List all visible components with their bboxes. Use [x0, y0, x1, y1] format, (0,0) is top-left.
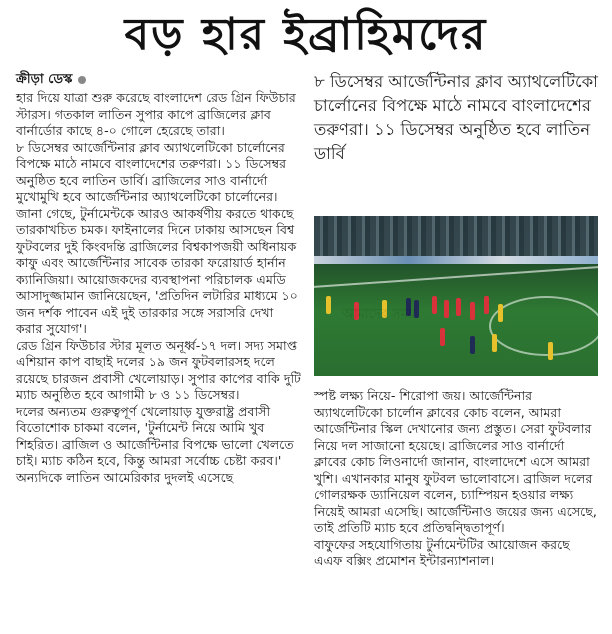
player-figure: [492, 334, 497, 352]
left-paragraph-4: দলের অন্যতম গুরুত্বপূর্ণ খেলোয়াড় যুক্তরাষ্ট্র প্রবাসী বিতোশোক চাকমা বলেন, 'টুর্নামেন্ট নিয়ে আমি খুব শিহরিত। ব্রাজিল ও আর্জেন্টিনার বিপক্ষে ভালো খেলতে চাই। ম্যাচ কঠিন হবে, কিন্তু আমরা সর্বোচ্চ চেষ্টা করব।': [16, 403, 294, 468]
right-body: [314, 388, 598, 570]
left-paragraph-2: ৮ ডিসেম্বর আর্জেন্টিনার ক্লাব অ্যাথলেটিকো চার্লোনের বিপক্ষে মাঠে নামবে বাংলাদেশের তরুণরা। ১১ ডিসেম্বর অনুষ্ঠিত হবে লাতিন ডার্বি। ব্রাজিলের সাও বার্নার্দো মুখোমুখি হবে আর্জেন্টিনার অ্যাথলেটিকো চার্লোনের। জানা গেছে, টুর্নামেন্টকে আরও আকর্ষণীয় করতে থাকছে তারকাখচিত চমক। ফাইনালের দিনে ঢাকায় আসছেন বিশ্ব ফুটবলের দুই কিংবদন্তি ব্রাজিলের বিশ্বকাপজয়ী অধিনায়ক কাফু এবং আর্জেন্টিনার সাবেক তারকা ফরোয়ার্ড হার্নান ক্যানিজিয়া। আয়োজকদের ব্যবস্থাপনা পরিচালক এমডি আসাদুজ্জামান জানিয়েছেন, 'প্রতিদিন লটারির মাধ্যমে ১০ জন দর্শক পাবেন এই দুই তারকার সঙ্গে সরাসরি দেখা করার সুযোগ'।: [16, 139, 298, 336]
player-figure: [470, 336, 475, 354]
left-paragraph-5: অন্যদিকে লাতিন আমেরিকার দুদলই এসেছে: [16, 469, 234, 485]
right-paragraph-1: স্পষ্ট লক্ষ্য নিয়ে- শিরোপা জয়। আর্জেন্টিনার অ্যাথলেটিকো চার্লোন ক্লাবের কোচ বলেন, আমরা আর্জেন্টিনার স্কিল দেখানোর জন্য প্রস্তুত। সেরা ফুটবলার নিয়ে দল সাজানো হয়েছে। ব্রাজিলের সাও বার্নার্দো ক্লাবের কোচ লিওনার্দো জানান, বাংলাদেশে এসে আমরা খুশি। এখানকার মানুষ ফুটবল ভালোবাসে। ব্রাজিল দলের গোলরক্ষক ড্যানিয়েল বলেন, চ্যাম্পিয়ন হওয়ার লক্ষ্য নিয়েই আমরা এসেছি। আর্জেন্টিনাও জয়ের জন্য এসেছে, তাই প্রতিটি ম্যাচ হবে প্রতিদ্বন্দ্বিতাপূর্ণ।: [314, 388, 597, 535]
left-paragraph-3: রেড গ্রিন ফিউচার স্টার মূলত অনূর্ধ্ব-১৭ দল। সদ্য সমাপ্ত এশিয়ান কাপ বাছাই দলের ১৯ জন ফুটবলারসহ দলে রয়েছে চারজন প্রবাসী খেলোয়াড়। সুপার কাপের বাকি দুটি ম্যাচ অনুষ্ঠিত হবে আগামী ৮ ও ১১ ডিসেম্বর।: [16, 337, 301, 402]
pitch-line: [314, 266, 598, 288]
left-column: [16, 70, 302, 630]
player-figure: [484, 296, 489, 314]
center-circle: [489, 296, 598, 356]
match-photo: [314, 216, 598, 376]
byline: [16, 70, 302, 90]
ad-hoarding: [314, 256, 598, 264]
watermark: আমাদের সময়: [342, 307, 416, 322]
stadium-stands: [314, 216, 598, 256]
headline: বড় হার ইব্রাহিমদের: [124, 9, 488, 60]
right-column: [314, 70, 598, 630]
player-figure: [498, 304, 503, 322]
player-figure: [456, 298, 461, 316]
player-figure: [440, 328, 445, 346]
player-figure: [548, 342, 553, 360]
byline-text: ক্রীড়া ডেস্ক: [16, 72, 73, 87]
pull-quote: ৮ ডিসেম্বর আর্জেন্টিনার ক্লাব অ্যাথলেটিকো চার্লোনের বিপক্ষে মাঠে নামবে বাংলাদেশের তরুণরা। ১১ ডিসেম্বর অনুষ্ঠিত হবে লাতিন ডার্বি: [314, 72, 598, 163]
left-paragraph-1: হার দিয়ে যাত্রা শুরু করেছে বাংলাদেশ রেড গ্রিন ফিউচার স্টারস। গতকাল লাতিন সুপার কাপে ব্রাজিলের ক্লাব বার্নার্ডোর কাছে ৪-০ গোলে হেরেছে তারা।: [16, 90, 296, 138]
player-figure: [470, 302, 475, 320]
right-paragraph-2: বাফুফের সহযোগিতায় টুর্নামেন্টটির আয়োজন করছে এএফ বক্সিং প্রমোশন ইন্টারন্যাশনাল।: [314, 536, 570, 568]
bullet-icon: [78, 76, 86, 84]
